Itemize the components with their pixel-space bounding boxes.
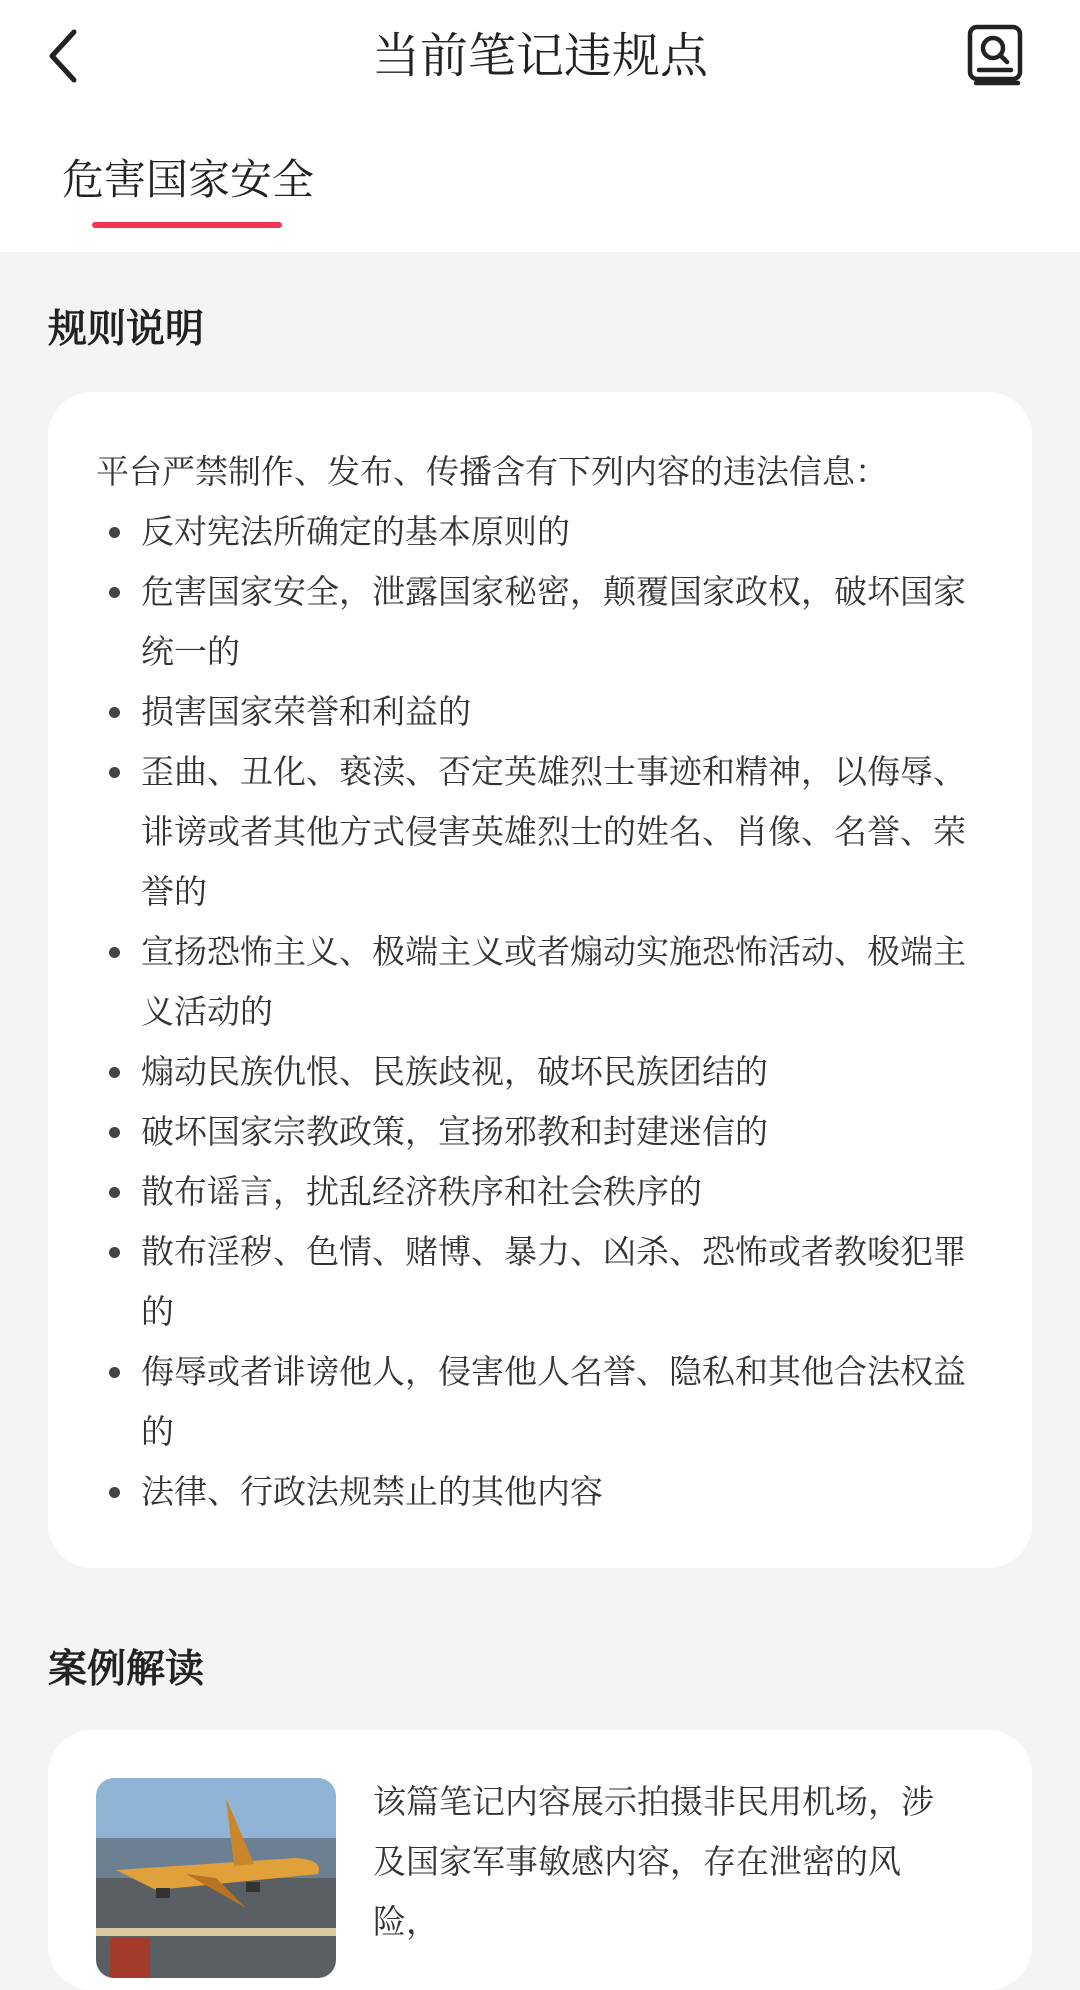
rules-section-title: 规则说明 <box>48 307 205 352</box>
rule-item <box>96 1222 972 1342</box>
rule-text: 危害国家安全，泄露国家秘密，颠覆国家政权，破坏国家统一的 <box>141 572 966 671</box>
case-description: 该篇笔记内容展示拍摄非民用机场，涉及国家军事敏感内容，存在泄密的风险， <box>373 1782 934 1941</box>
bullet-dot <box>109 1247 120 1258</box>
nav-bar <box>0 0 1080 112</box>
tab-active-indicator <box>92 222 282 228</box>
rule-list <box>96 502 972 1522</box>
bullet-dot <box>109 1187 120 1198</box>
tab-national-security[interactable] <box>62 150 314 210</box>
rule-text: 煽动民族仇恨、民族歧视，破坏民族团结的 <box>141 1052 768 1091</box>
page-title: 当前笔记违规点 <box>371 28 708 84</box>
tab-bar <box>62 150 314 230</box>
bullet-dot <box>109 947 120 958</box>
bullet-dot <box>109 1367 120 1378</box>
bullet-dot <box>109 707 120 718</box>
rules-card <box>48 392 1032 1568</box>
case-card[interactable] <box>48 1730 1032 1990</box>
bullet-dot <box>109 527 120 538</box>
rule-item <box>96 682 972 742</box>
rule-item <box>96 562 972 682</box>
bullet-dot <box>109 1127 120 1138</box>
rule-text: 侮辱或者诽谤他人，侵害他人名誉、隐私和其他合法权益的 <box>141 1352 966 1451</box>
rule-item <box>96 502 972 562</box>
tab-label: 危害国家安全 <box>62 155 315 204</box>
rule-item <box>96 1042 972 1102</box>
airplane-image <box>96 1778 336 1978</box>
rule-item <box>96 1462 972 1522</box>
rule-text: 散布谣言，扰乱经济秩序和社会秩序的 <box>141 1172 702 1211</box>
rule-text: 歪曲、丑化、亵渎、否定英雄烈士事迹和精神，以侮辱、诽谤或者其他方式侵害英雄烈士的姓名、肖像、名誉、荣誉的 <box>141 752 966 911</box>
rule-item <box>96 922 972 1042</box>
case-thumbnail[interactable] <box>96 1778 336 1978</box>
bullet-dot <box>109 1487 120 1498</box>
rule-text: 破坏国家宗教政策，宣扬邪教和封建迷信的 <box>141 1112 768 1151</box>
bullet-dot <box>109 1067 120 1078</box>
bullet-dot <box>109 587 120 598</box>
rule-item <box>96 1102 972 1162</box>
rule-item <box>96 1162 972 1222</box>
rule-text: 散布淫秽、色情、赌博、暴力、凶杀、恐怖或者教唆犯罪的 <box>141 1232 966 1331</box>
bullet-dot <box>109 767 120 778</box>
header-area <box>0 0 1080 252</box>
rule-item <box>96 1342 972 1462</box>
rule-text: 反对宪法所确定的基本原则的 <box>141 512 570 551</box>
search-book-icon <box>966 24 1024 86</box>
rule-text: 法律、行政法规禁止的其他内容 <box>141 1472 603 1511</box>
rules-intro: 平台严禁制作、发布、传播含有下列内容的违法信息： <box>96 452 888 491</box>
rule-item <box>96 742 972 922</box>
case-section-title: 案例解读 <box>48 1647 205 1692</box>
rule-text: 损害国家荣誉和利益的 <box>141 692 471 731</box>
rule-text: 宣扬恐怖主义、极端主义或者煽动实施恐怖活动、极端主义活动的 <box>141 932 966 1031</box>
guide-button[interactable] <box>960 20 1030 90</box>
